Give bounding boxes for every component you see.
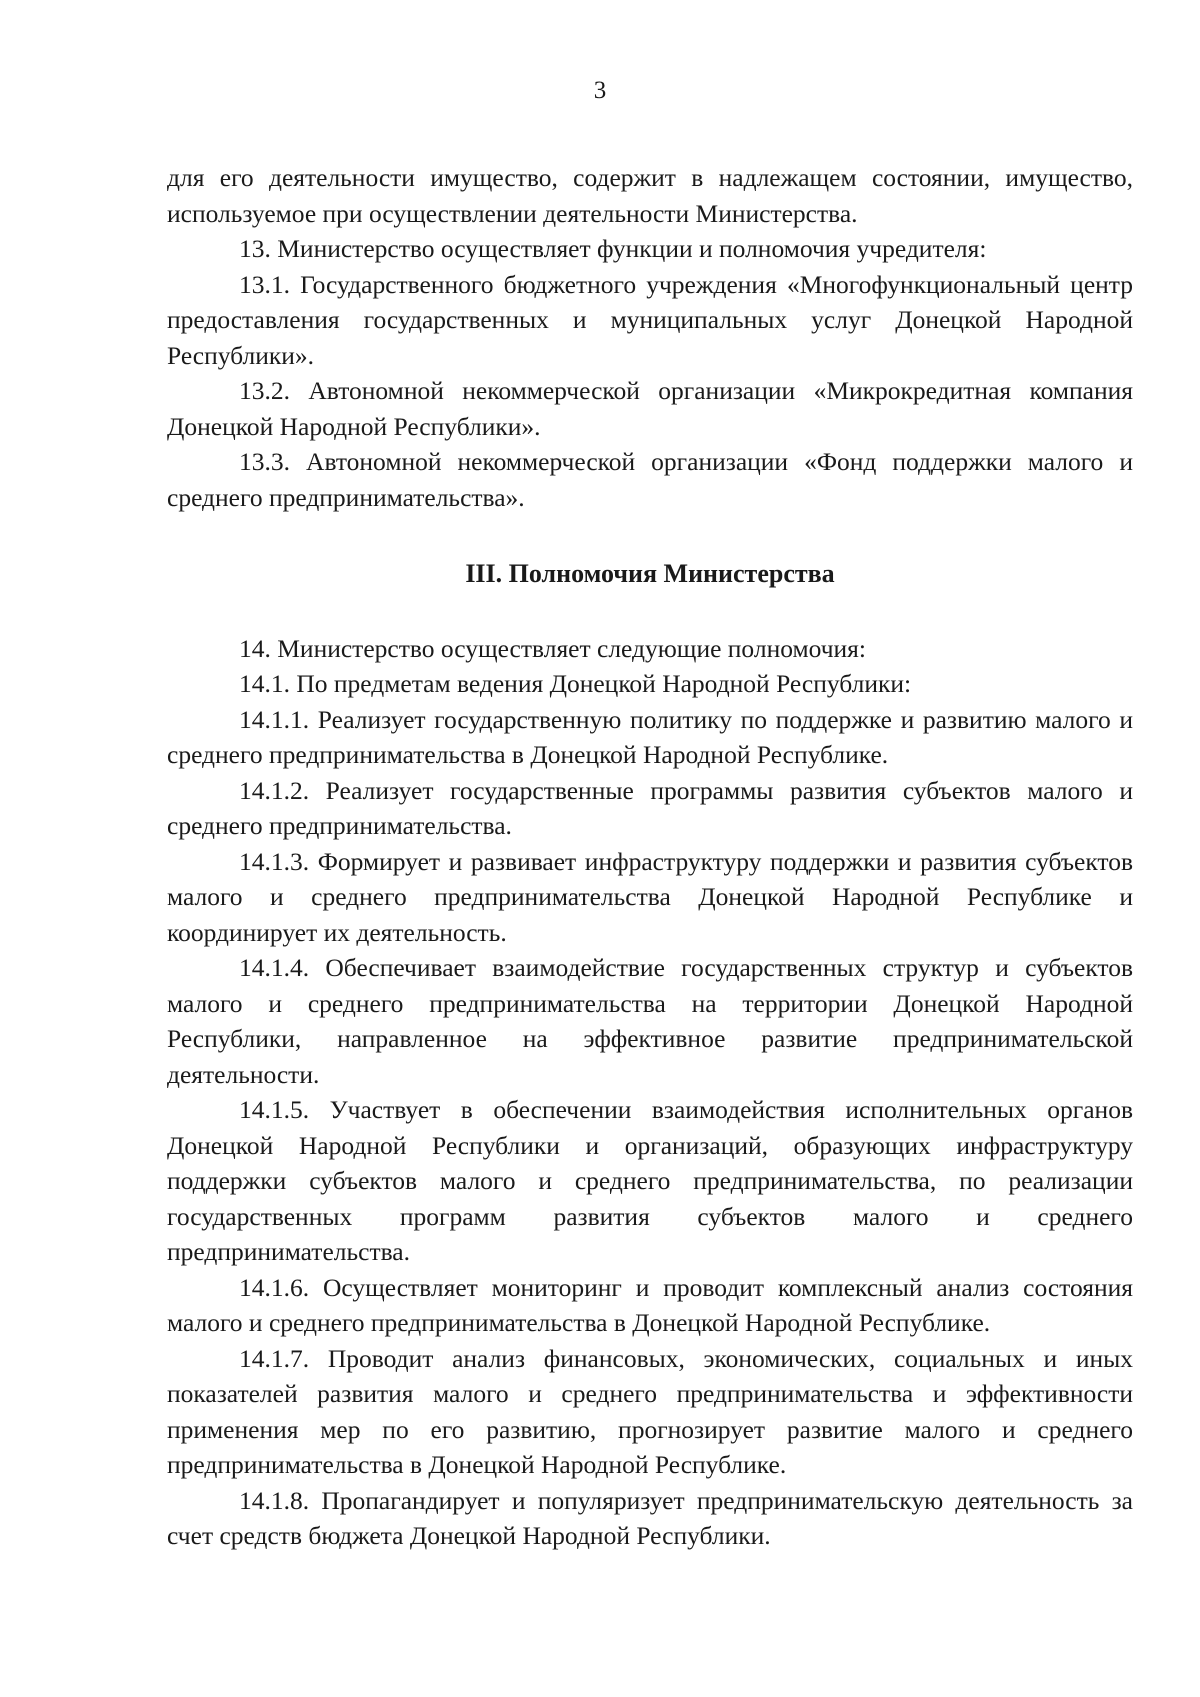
paragraph-14-1: 14.1. По предметам ведения Донецкой Народной Республики: (239, 669, 912, 698)
paragraph-14-1-3: 14.1.3. Формирует и развивает инфраструктуру поддержки и развития субъектов малого и среднего предпринимательства Донецкой Народной Республике и координирует их деятельность. (167, 846, 1133, 947)
paragraph-13-1: 13.1. Государственного бюджетного учреждения «Многофункциональный центр предоставления государственных и муниципальных услуг Донецкой Народной Республики». (167, 269, 1133, 370)
paragraph-13-2: 13.2. Автономной некоммерческой организации «Микрокредитная компания Донецкой Народной Республики». (167, 376, 1133, 441)
paragraph-14-1-7: 14.1.7. Проводит анализ финансовых, экономических, социальных и иных показателей развития малого и среднего предпринимательства и эффективности применения мер по его развитию, прогнозирует развитие малого и среднего предпринимательства в Донецкой Народной Республике. (167, 1343, 1133, 1479)
paragraph-14-1-1: 14.1.1. Реализует государственную политику по поддержке и развитию малого и среднего предпринимательства в Донецкой Народной Республике. (167, 704, 1133, 769)
paragraph-14-1-8: 14.1.8. Пропагандирует и популяризует предпринимательскую деятельность за счет средств бюджета Донецкой Народной Республики. (167, 1485, 1133, 1550)
paragraph-14-1-4: 14.1.4. Обеспечивает взаимодействие государственных структур и субъектов малого и среднего предпринимательства на территории Донецкой Народной Республики, направленное на эффективное развитие предпринимательской деятельности. (167, 953, 1133, 1089)
paragraph-continuation: для его деятельности имущество, содержит в надлежащем состоянии, имущество, используемое при осуществлении деятельности Министерства. (167, 163, 1133, 228)
section-heading: III. Полномочия Министерства (465, 559, 835, 588)
page-number: 3 (593, 77, 607, 104)
paragraph-14-1-2: 14.1.2. Реализует государственные программы развития субъектов малого и среднего предпринимательства. (167, 775, 1133, 840)
paragraph-14: 14. Министерство осуществляет следующие полномочия: (239, 633, 866, 663)
paragraph-13: 13. Министерство осуществляет функции и полномочия учредителя: (239, 234, 987, 263)
paragraph-14-1-6: 14.1.6. Осуществляет мониторинг и проводит комплексный анализ состояния малого и среднего предпринимательства в Донецкой Народной Республике. (167, 1272, 1133, 1337)
paragraph-13-3: 13.3. Автономной некоммерческой организации «Фонд поддержки малого и среднего предпринимательства». (167, 447, 1133, 512)
document-body (167, 160, 1133, 1554)
paragraph-14-1-5: 14.1.5. Участвует в обеспечении взаимодействия исполнительных органов Донецкой Народной Республики и организаций, образующих инфраструктуру поддержки субъектов малого и среднего предпринимательства, по реализации государственных программ развития субъектов малого и среднего предпринимательства. (167, 1095, 1133, 1266)
